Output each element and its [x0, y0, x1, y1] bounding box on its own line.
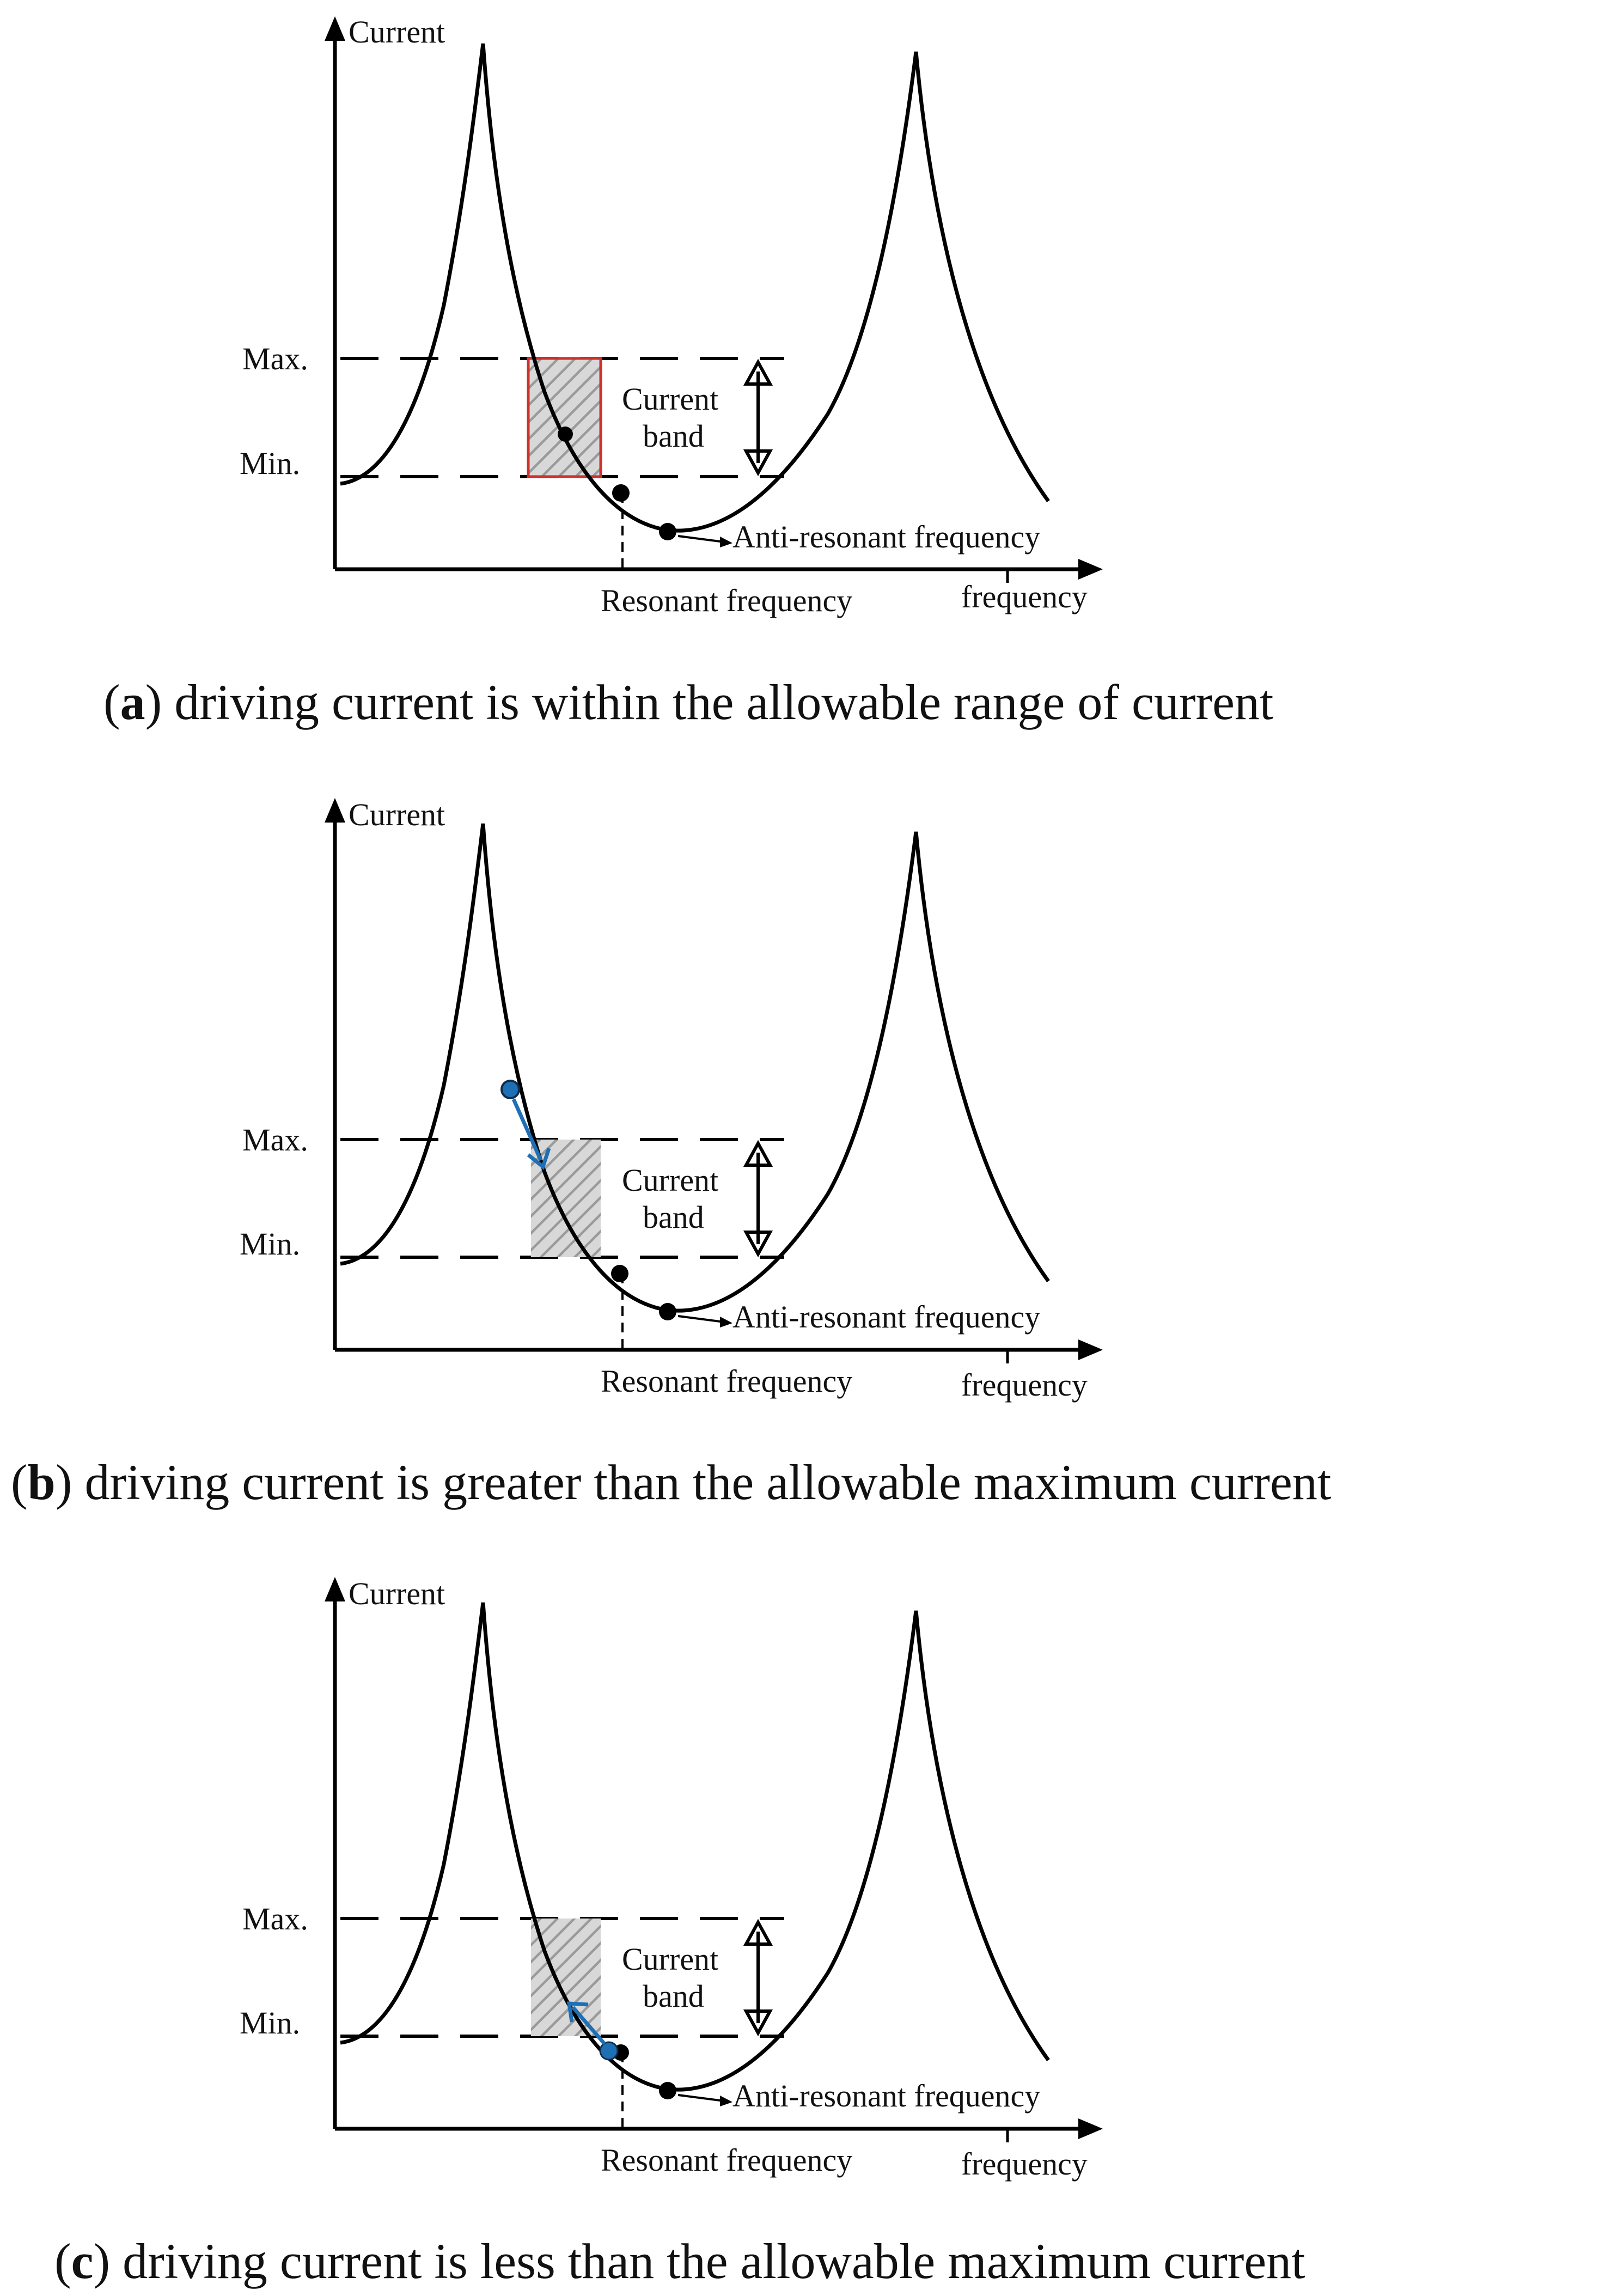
x-axis-label: frequency [961, 579, 1088, 614]
y-axis-label: Current [349, 14, 445, 50]
operating-point [558, 427, 573, 442]
min-label: Min. [240, 446, 301, 481]
current-curve [340, 1603, 1048, 2090]
band-label-line2: band [643, 418, 704, 454]
panel-c [54, 1576, 1305, 2289]
y-axis-arrow-icon [325, 1577, 345, 1601]
anti-resonant-pointer-head-icon [720, 1317, 732, 1327]
panel-caption: (c) driving current is less than the allowable maximum current [54, 2233, 1305, 2289]
y-axis-label: Current [349, 1576, 445, 1611]
x-axis-label: frequency [961, 2146, 1088, 2182]
x-axis-label: frequency [961, 1367, 1088, 1403]
band-label-line2: band [643, 1978, 704, 2014]
y-axis-arrow-icon [325, 798, 345, 823]
min-label: Min. [240, 2005, 301, 2041]
band-label-line1: Current [622, 1941, 719, 1977]
band-label-line2: band [643, 1199, 704, 1235]
panel-caption: (a) driving current is within the allowable range of current [103, 674, 1274, 730]
blue-start-point [600, 2042, 618, 2060]
anti-resonant-frequency-label: Anti-resonant frequency [732, 519, 1041, 555]
y-axis-arrow-icon [325, 16, 345, 41]
min-label: Min. [240, 1226, 301, 1262]
max-label: Max. [242, 1122, 308, 1158]
resonant-point [612, 484, 630, 502]
blue-start-point [502, 1081, 519, 1098]
resonant-frequency-label: Resonant frequency [601, 583, 853, 618]
x-axis-arrow-icon [1078, 1339, 1103, 1360]
anti-resonant-point [659, 2082, 676, 2099]
y-axis-label: Current [349, 797, 445, 832]
current-curve [340, 44, 1048, 531]
current-curve [340, 824, 1048, 1311]
band-label-line1: Current [622, 381, 719, 417]
resonant-frequency-label: Resonant frequency [601, 1363, 853, 1399]
x-axis-arrow-icon [1078, 559, 1103, 580]
anti-resonant-pointer-icon [678, 1316, 724, 1322]
max-label: Max. [242, 341, 308, 376]
anti-resonant-point [659, 523, 676, 540]
band-label-line1: Current [622, 1162, 719, 1198]
anti-resonant-pointer-head-icon [720, 537, 732, 547]
panel-b [11, 797, 1332, 1510]
resonant-point [611, 1265, 628, 1282]
anti-resonant-point [659, 1303, 676, 1320]
panel-caption: (b) driving current is greater than the allowable maximum current [11, 1454, 1332, 1510]
anti-resonant-pointer-icon [678, 536, 724, 542]
anti-resonant-frequency-label: Anti-resonant frequency [732, 1299, 1041, 1335]
anti-resonant-pointer-head-icon [720, 2096, 732, 2106]
max-label: Max. [242, 1901, 308, 1936]
resonant-frequency-label: Resonant frequency [601, 2142, 853, 2178]
panel-a [103, 14, 1274, 730]
x-axis-arrow-icon [1078, 2118, 1103, 2139]
anti-resonant-frequency-label: Anti-resonant frequency [732, 2078, 1041, 2114]
anti-resonant-pointer-icon [678, 2095, 724, 2101]
